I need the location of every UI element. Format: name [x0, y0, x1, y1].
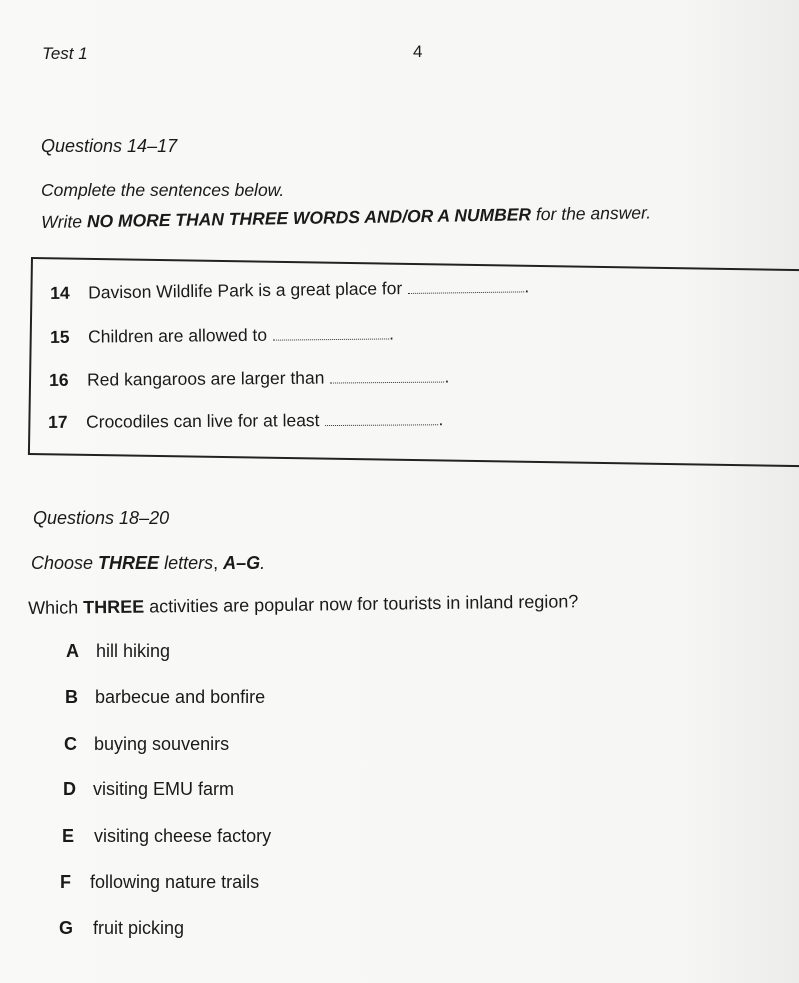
- sentence-text: Children are allowed to: [87, 324, 268, 347]
- option-letter: G: [59, 918, 74, 938]
- option-item[interactable]: [60, 872, 259, 893]
- sentence-row: [48, 409, 443, 433]
- option-letter: C: [64, 734, 77, 754]
- choose-bold: THREE: [98, 553, 160, 573]
- choose-end: .: [260, 553, 266, 573]
- sentence-number: 17: [48, 411, 68, 432]
- answer-blank[interactable]: [325, 412, 438, 426]
- option-item[interactable]: [66, 641, 170, 662]
- sentence-end: .: [524, 276, 530, 297]
- option-letter: D: [63, 779, 76, 799]
- choose-pre: Choose: [31, 553, 99, 573]
- sentence-row: [49, 367, 449, 391]
- section1-word-limit: [41, 202, 651, 233]
- test-label: Test 1: [42, 44, 88, 63]
- sentence-end: .: [438, 409, 444, 430]
- section1-instruction: Complete the sentences below.: [41, 180, 285, 200]
- word-limit-pre: Write: [41, 211, 88, 232]
- sentence-number: 16: [49, 369, 69, 390]
- sentence-number: 14: [50, 282, 70, 303]
- question-prompt: [28, 591, 578, 619]
- option-item[interactable]: [64, 734, 229, 755]
- option-item[interactable]: [63, 779, 234, 800]
- sentence-number: 15: [50, 326, 70, 347]
- option-text: following nature trails: [90, 872, 260, 892]
- question-bold: THREE: [83, 596, 145, 618]
- sentence-text: Red kangaroos are larger than: [86, 367, 325, 390]
- option-text: barbecue and bonfire: [95, 687, 266, 707]
- option-letter: E: [62, 826, 75, 846]
- option-text: buying souvenirs: [94, 734, 230, 754]
- section2-heading: Questions 18–20: [33, 508, 170, 528]
- choose-mid: letters: [159, 553, 214, 573]
- option-text: visiting cheese factory: [94, 826, 272, 846]
- option-item[interactable]: [62, 826, 271, 847]
- page-number: 4: [413, 42, 423, 61]
- answer-blank[interactable]: [408, 279, 524, 294]
- word-limit-post: for the answer.: [530, 202, 652, 225]
- section2-instruction: [31, 553, 265, 574]
- question-pre: Which: [28, 597, 84, 618]
- answer-blank[interactable]: [273, 326, 389, 340]
- sentence-end: .: [444, 366, 450, 387]
- sentence-end: .: [388, 323, 395, 344]
- question-post: activities are popular now for tourists in inland region?: [144, 591, 579, 617]
- option-text: visiting EMU farm: [93, 779, 235, 799]
- option-letter: B: [65, 687, 78, 707]
- sentence-row: [50, 323, 394, 348]
- option-item[interactable]: [59, 918, 184, 939]
- option-item[interactable]: [65, 687, 265, 708]
- choose-comma: ,: [213, 553, 224, 573]
- option-text: hill hiking: [96, 641, 171, 661]
- choose-range: A–G: [223, 553, 261, 573]
- answer-blank[interactable]: [330, 370, 444, 384]
- word-limit-bold: NO MORE THAN THREE WORDS AND/OR A NUMBER: [86, 204, 532, 232]
- section1-heading: Questions 14–17: [41, 136, 178, 156]
- option-letter: A: [66, 641, 79, 661]
- sentence-text: Davison Wildlife Park is a great place for: [87, 278, 403, 303]
- option-text: fruit picking: [93, 918, 185, 938]
- sentence-text: Crocodiles can live for at least: [85, 410, 320, 432]
- option-letter: F: [60, 872, 71, 892]
